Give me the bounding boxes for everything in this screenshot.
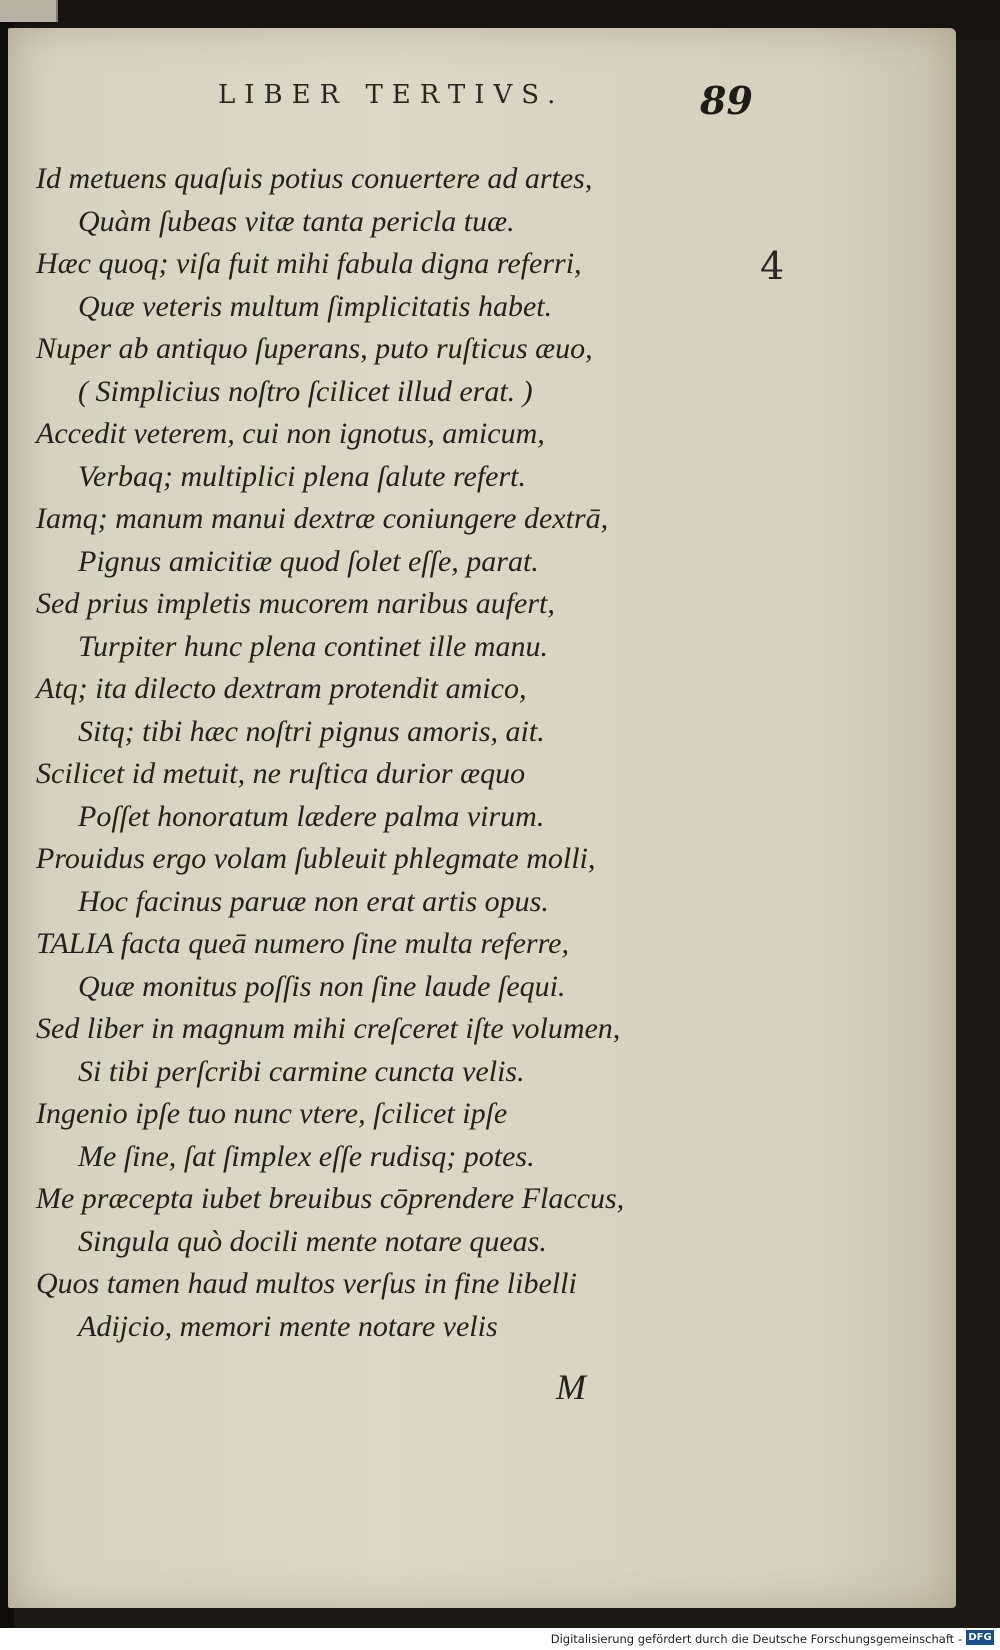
verse-line: Hæc quoq; viſa fuit mihi fabula digna referri, [36,247,582,280]
verse-line: Si tibi perſcribi carmine cuncta velis. [78,1054,525,1088]
scan-tab [0,0,58,22]
verse-line: Poſſet honoratum lædere palma virum. [78,799,545,833]
book-page [8,28,956,1608]
verse-line: Prouidus ergo volam ſubleuit phlegmate molli, [36,842,596,875]
verse-line: Verbaq; multiplici plena ſalute refert. [78,459,526,493]
verse-line: Accedit veterem, cui non ignotus, amicum, [36,417,545,450]
verse-text [36,158,796,1348]
verse-line: Quæ veteris multum ſimplicitatis habet. [78,289,553,323]
verse-line: Quàm ſubeas vitæ tanta pericla tuæ. [78,204,515,238]
dfg-logo: DFG [966,1630,994,1645]
verse-line: Me præcepta iubet breuibus cōprendere Flaccus, [36,1182,625,1215]
footer-credit: Digitalisierung gefördert durch die Deutsche Forschungsgemeinschaft - [550,1632,962,1646]
verse-line: Me ſine, ſat ſimplex eſſe rudisq; potes. [78,1139,535,1173]
verse-line: Turpiter hunc plena continet ille manu. [78,629,548,663]
verse-line: Quos tamen haud multos verſus in fine libelli [36,1267,577,1300]
verse-line: Scilicet id metuit, ne ruſtica durior æquo [36,757,526,790]
verse-line: Singula quò docili mente notare queas. [78,1224,547,1258]
verse-line: Iamq; manum manui dextræ coniungere dextrā, [36,502,609,535]
margin-note: 4 [760,244,785,288]
verse-line: Atq; ita dilecto dextram protendit amico, [36,672,527,705]
page-number: 89 [700,78,753,123]
running-head: LIBER TERTIVS. [218,80,565,110]
verse-line: Ingenio ipſe tuo nunc vtere, ſcilicet ipſe [36,1097,508,1130]
verse-line: TALIA facta queā numero ſine multa referre, [36,927,569,960]
verse-line: Sed prius impletis mucorem naribus aufert, [36,587,555,620]
verse-line: Nuper ab antiquo ſuperans, puto ruſticus æuo, [36,332,593,365]
verse-line: Sitq; tibi hæc noſtri pignus amoris, ait. [78,714,545,748]
verse-line: Sed liber in magnum mihi creſceret iſte volumen, [36,1012,621,1045]
verse-line: Quæ monitus poſſis non ſine laude ſequi. [78,969,566,1003]
catchword: M [556,1367,586,1407]
verse-line: ( Simplicius noſtro ſcilicet illud erat. ) [78,374,533,408]
verse-line: Hoc facinus paruæ non erat artis opus. [78,884,549,918]
verse-line: Pignus amicitiæ quod ſolet eſſe, parat. [78,544,539,578]
verse-line: Adijcio, memori mente notare velis [78,1309,498,1343]
verse-line: Id metuens quaſuis potius conuertere ad artes, [36,162,593,195]
